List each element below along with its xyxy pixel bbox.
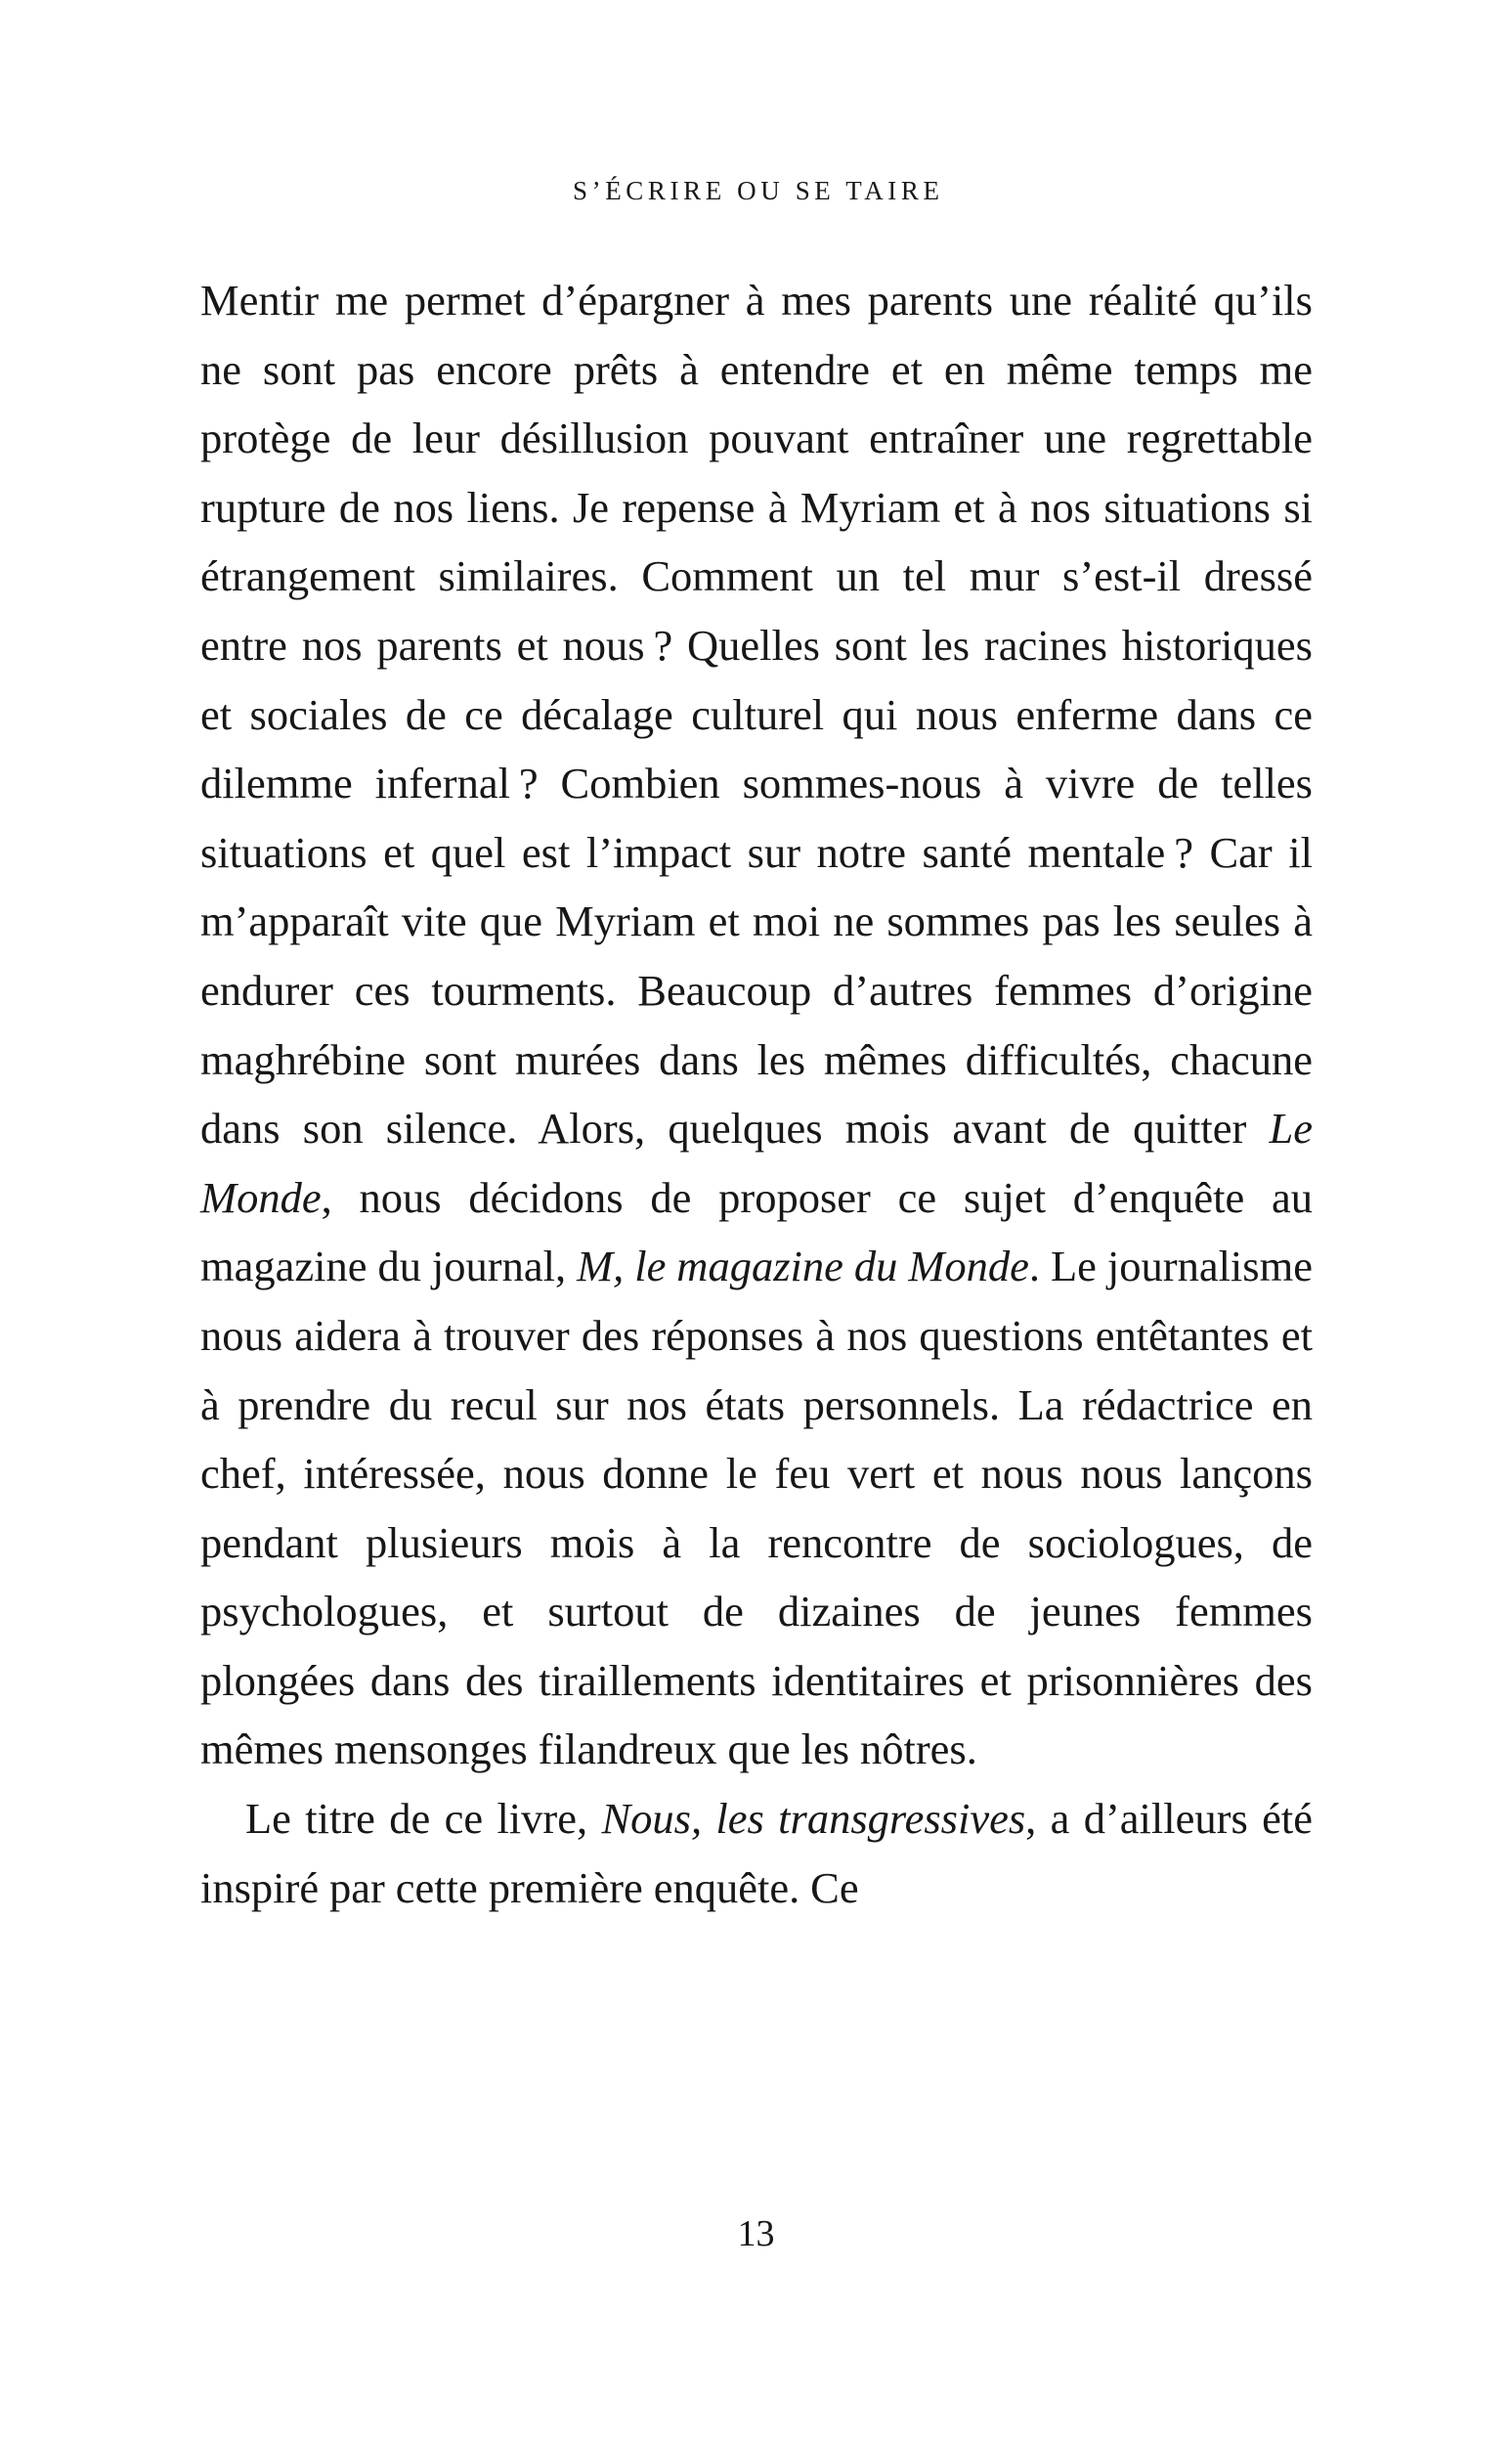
body-text-block	[200, 266, 1313, 1922]
text-run: . Le journalisme nous aidera à trouver des réponses à nos questions entêtantes et à prendre du recul sur nos états personnels. La rédactrice en chef, intéressée, nous donne le feu vert et nous nous lançons pendant plusieurs mois à la rencontre de sociologues, de psychologues, et surtout de dizaines de jeunes femmes plongées dans des tiraillements identitaires et prisonnières des mêmes mensonges filandreux que les nôtres.	[200, 1242, 1313, 1774]
running-head: S’ÉCRIRE OU SE TAIRE	[572, 176, 944, 205]
paragraph-book-title	[200, 1784, 1313, 1922]
paragraph-continuation	[200, 266, 1313, 1784]
text-run: , nous décidons de proposer ce sujet d’enquête au magazine du journal,	[200, 1172, 1313, 1291]
italic-title: Nous, les transgressives	[601, 1794, 1026, 1844]
italic-title: Le Monde	[200, 1104, 1313, 1222]
text-run: Mentir me permet d’épargner à mes parents une réalité qu’ils ne sont pas encore prêts à entendre et en même temps me protège de leur désillusion pouvant entraîner une regrettable rupture de nos liens. Je repense à Myriam et à nos situations si étrangement similaires. Comment un tel mur s’est-il dressé entre nos parents et nous ? Quelles sont les racines historiques et sociales de ce décalage culturel qui nous enferme dans ce dilemme infernal ? Combien sommes-nous à vivre de telles situations et quel est l’impact sur notre santé mentale ? Car il m’apparaît vite que Myriam et moi ne sommes pas les seules à endurer ces tourments. Beaucoup d’autres femmes d’origine maghrébine sont murées dans les mêmes difficultés, chacune dans son silence. Alors, quelques mois avant de quitter	[200, 276, 1313, 1154]
italic-title: M, le magazine du Monde	[577, 1242, 1029, 1291]
page-number: 13	[737, 2213, 775, 2254]
text-run: , a d’ailleurs été inspiré par cette première enquête. Ce	[200, 1794, 1313, 1912]
text-run: Le titre de ce livre,	[245, 1794, 602, 1844]
